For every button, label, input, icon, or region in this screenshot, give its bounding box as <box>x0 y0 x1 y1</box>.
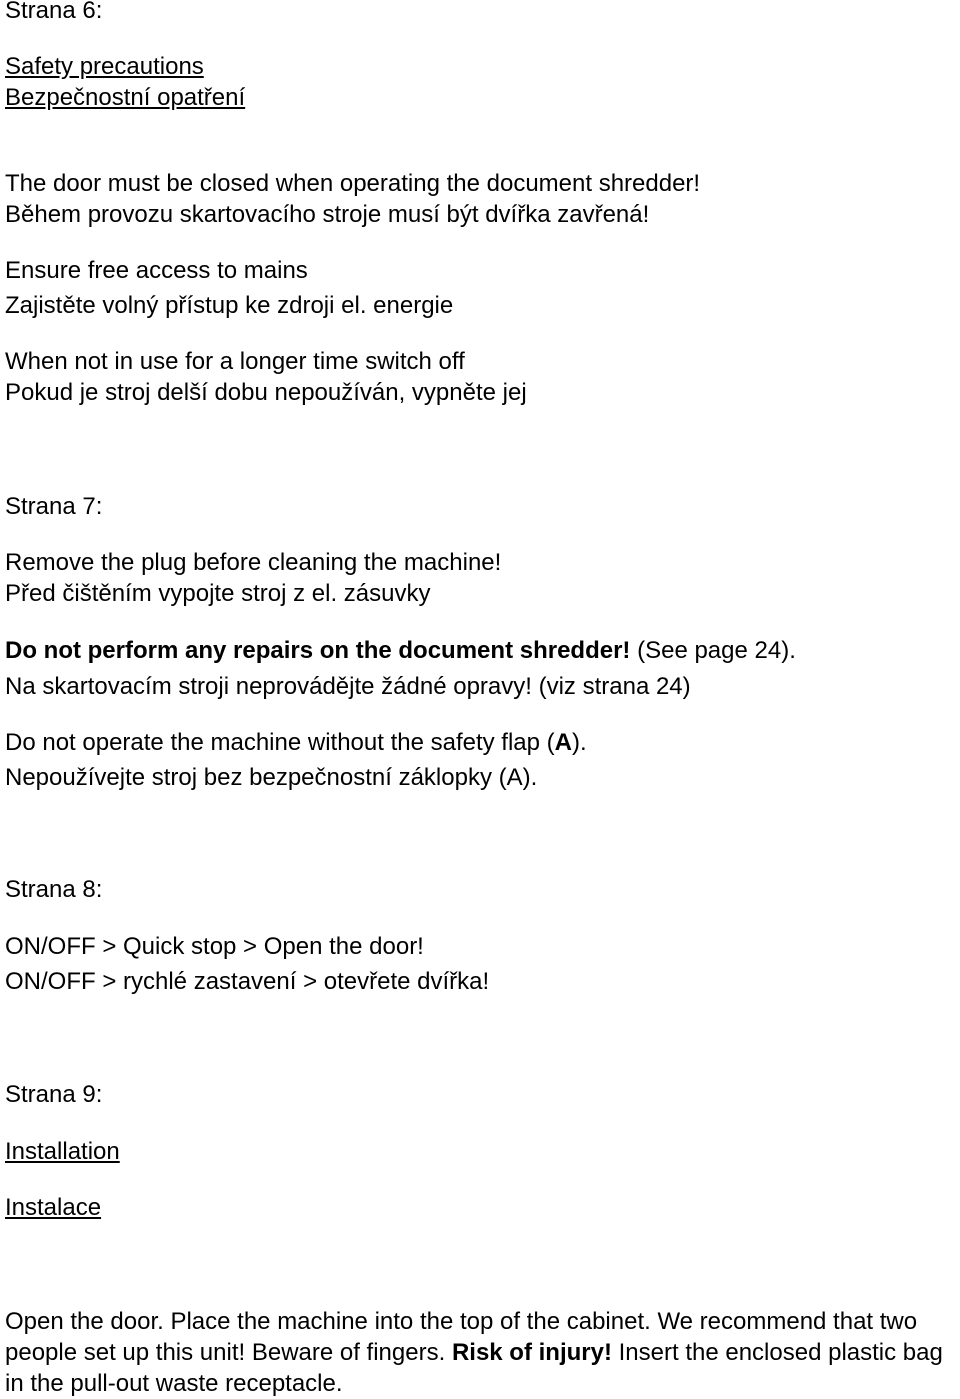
safety-flap-en-end: ). <box>572 729 587 756</box>
door-warning-cz: Během provozu skartovacího stroje musí být dvířka zavřená! <box>5 201 650 228</box>
section-title-installation-en: Installation <box>5 1138 120 1165</box>
page9-heading: Strana 9: <box>5 1081 103 1108</box>
onoff-sequence-en: ON/OFF > Quick stop > Open the door! <box>5 933 424 960</box>
mains-access-en: Ensure free access to mains <box>5 257 308 284</box>
installation-text-part1: Open the door. Place the machine into the top of the cabinet. We recommend that two people set up this unit! Beware of fingers. <box>5 1308 918 1366</box>
repairs-page-ref: (See page 24). <box>630 637 796 664</box>
page7-heading: Strana 7: <box>5 493 103 520</box>
safety-flap-letter: A <box>554 729 572 756</box>
safety-flap-cz: Nepoužívejte stroj bez bezpečnostní záklopky (A). <box>5 764 538 791</box>
installation-paragraph <box>5 1306 957 1399</box>
risk-of-injury-warning: Risk of injury! <box>451 1339 612 1366</box>
safety-flap-en-text: Do not operate the machine without the safety flap ( <box>5 729 555 756</box>
repairs-warning-en <box>5 637 796 665</box>
page6-heading: Strana 6: <box>5 0 103 24</box>
page8-heading: Strana 8: <box>5 876 103 903</box>
remove-plug-cz: Před čištěním vypojte stroj z el. zásuvky <box>5 580 431 607</box>
switch-off-cz: Pokud je stroj delší dobu nepoužíván, vypněte jej <box>5 379 527 406</box>
door-warning-en: The door must be closed when operating the document shredder! <box>5 170 701 197</box>
onoff-sequence-cz: ON/OFF > rychlé zastavení > otevřete dvířka! <box>5 968 490 995</box>
section-title-safety-cz: Bezpečnostní opatření <box>5 84 246 111</box>
section-title-installation-cz: Instalace <box>5 1194 102 1221</box>
mains-access-cz: Zajistěte volný přístup ke zdroji el. energie <box>5 292 454 319</box>
switch-off-en: When not in use for a longer time switch off <box>5 348 465 375</box>
repairs-warning-cz: Na skartovacím stroji neprovádějte žádné opravy! (viz strana 24) <box>5 673 691 700</box>
section-title-safety-en: Safety precautions <box>5 53 204 80</box>
remove-plug-en: Remove the plug before cleaning the machine! <box>5 549 502 576</box>
safety-flap-en <box>5 729 587 757</box>
repairs-warning-en-bold: Do not perform any repairs on the document shredder! <box>5 637 631 664</box>
installation-text-part2: Insert the enclosed plastic bag in the pull-out waste receptacle. <box>5 1339 943 1397</box>
